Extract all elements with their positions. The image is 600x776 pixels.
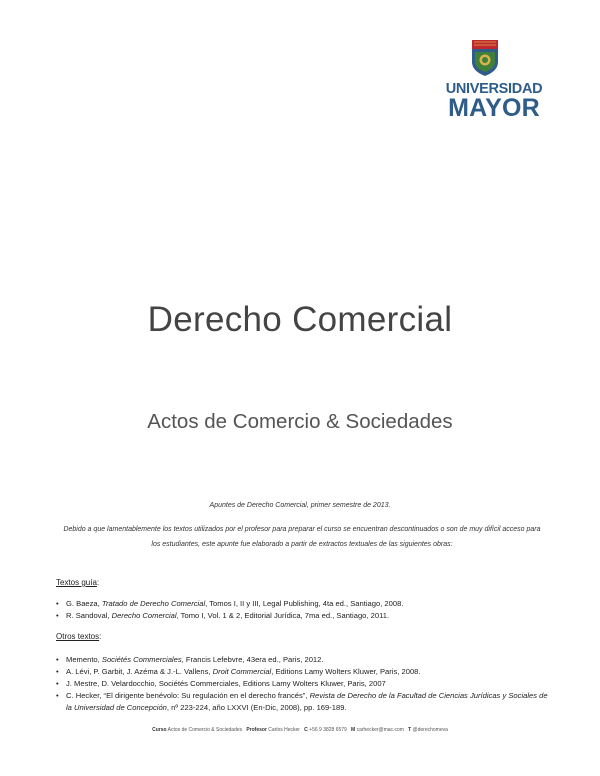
footer-phone-value: +56 9 3828 6579 [309,727,347,733]
other-texts-heading [56,632,101,641]
footer-mail-label: M [351,727,356,733]
footer-prof-label: Profesor [246,727,267,733]
document-subtitle: Actos de Comercio & Sociedades [147,410,453,433]
footer-course-label: Curso [152,727,167,733]
guide-texts-heading [56,578,99,587]
citation-author: Memento, [66,655,102,664]
logo-text-universidad: UNIVERSIDAD [445,81,543,97]
guide-texts-heading-text: Textos guía [56,578,97,587]
citation-title: Revista de Derecho de la Facultad de Ciencias Jurídicas y Sociales de la Universidad de Concepción [66,691,548,712]
citation-title: Droit Commercial [212,667,272,676]
guide-texts-heading-colon: : [96,578,100,587]
list-item [56,610,551,622]
list-item [56,678,551,690]
other-texts-heading-colon: : [99,632,102,641]
university-logo [428,40,568,122]
footer-twitter-label: T [408,727,412,733]
list-item [56,690,551,714]
other-texts-heading-text: Otros textos [56,632,100,641]
list-item [56,654,551,666]
citation-title: Sociétés Commerciales [101,655,182,664]
citation-author: A. Lévi, P. Garbit, J. Azéma & J.-L. Vallens, [66,667,213,676]
citation-details: , nº 223-224, año LXXVI (En-Dic, 2008), pp. 169-189. [166,703,347,712]
page-footer [0,727,600,733]
citation-author: R. Sandoval, [66,611,112,620]
intro-paragraph: Debido a que lamentablemente los textos utilizados por el profesor para preparar el curso se encuentran descontinuados o son de muy difícil acceso para los estudiantes, este apunte fue elaborado a partir de extractos textuales de las siguientes obras: [63,526,541,548]
list-item [56,666,551,678]
citation-title: Tratado de Derecho Comercial [101,599,206,608]
citation-title: Derecho Comercial [111,611,177,620]
semester-note: Apuntes de Derecho Comercial, primer semestre de 2013. [209,502,391,509]
footer-course-value: Actos de Comercio & Sociedades [167,727,243,733]
citation-author: J. Mestre, D. Velardocchio, Sociétés Commerciales, Editions Lamy Wolters Kluwer, Paris, 2007 [66,679,386,688]
citation-details: , Tomos I, II y III, Legal Publishing, 4ta ed., Santiago, 2008. [205,599,404,608]
citation-details: , Francis Lefebvre, 43era ed., Paris, 2012. [181,655,324,664]
citation-author: C. Hecker, “El dirigente benévolo: Su regulación en el derecho francés”, [66,691,310,700]
footer-phone-label: C [304,727,308,733]
shield-icon [472,40,498,76]
list-item [56,598,551,610]
footer-prof-value: Carlos Hecker [268,727,300,733]
citation-details: , Editions Lamy Wolters Kluwer, Paris, 2008. [271,667,421,676]
footer-mail-value: carhecker@mac.com [356,727,404,733]
other-texts-list [56,654,551,714]
footer-twitter-value: @derechomeva [412,727,448,733]
guide-texts-list [56,598,551,622]
citation-details: , Tomo I, Vol. 1 & 2, Editorial Jurídica, 7ma ed., Santiago, 2011. [176,611,390,620]
logo-text-mayor: MAYOR [448,94,540,122]
citation-author: G. Baeza, [66,599,102,608]
document-title: Derecho Comercial [147,300,453,339]
